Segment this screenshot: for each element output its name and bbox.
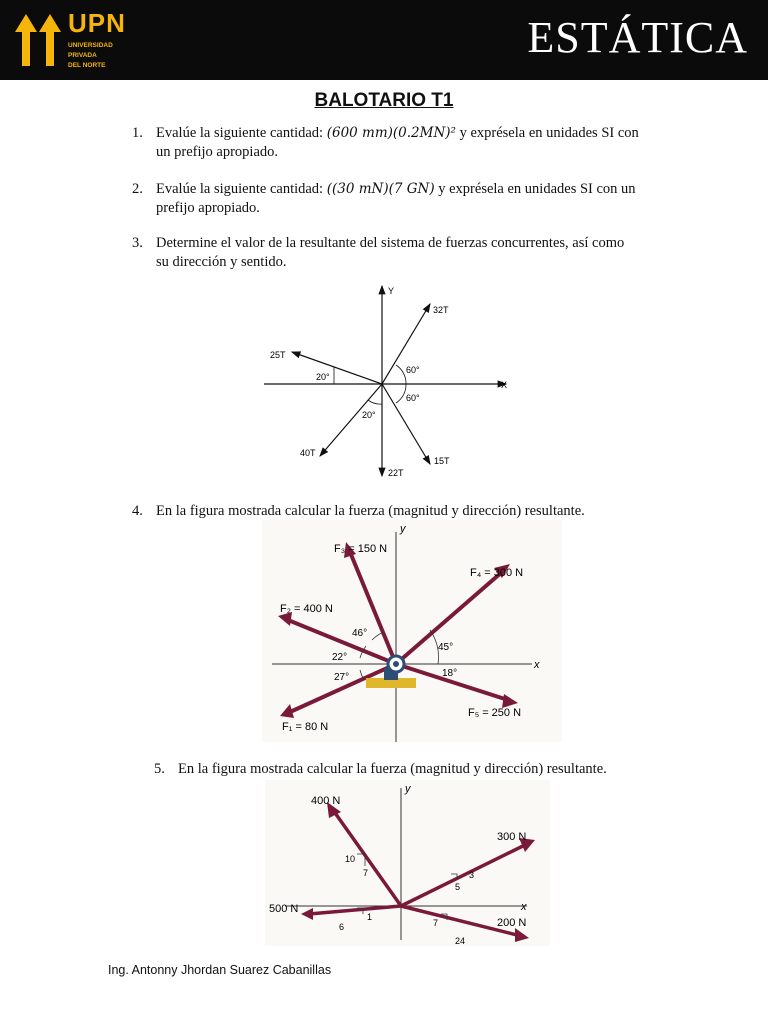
y-axis-label: Y xyxy=(388,286,395,296)
question-text-line2: prefijo apropiado. xyxy=(156,200,260,216)
question-number: 2. xyxy=(132,181,143,197)
question-number: 5. xyxy=(154,761,165,777)
question-text-cont: y exprésela en unidades SI con un xyxy=(434,181,636,197)
question-number: 3. xyxy=(132,235,143,251)
question-text: En la figura mostrada calcular la fuerza (magnitud y dirección) resultante. xyxy=(178,761,607,777)
force-label-200n: 200 N xyxy=(497,917,527,929)
slope-label-1: 1 xyxy=(367,912,373,922)
force-label-32t: 32T xyxy=(433,305,449,315)
logo-subtitle xyxy=(68,41,138,71)
document-header xyxy=(0,0,768,80)
slope-label-6: 6 xyxy=(339,922,345,932)
question-text: Determine el valor de la resultante del sistema de fuerzas concurrentes, así como xyxy=(156,235,625,251)
angle-label-60-lower: 60° xyxy=(406,393,420,403)
force-label-25t: 25T xyxy=(270,350,286,360)
force-label-500n: 500 N xyxy=(269,903,299,915)
logo-line-3: DEL NORTE xyxy=(68,62,106,69)
angle-label-60-upper: 60° xyxy=(406,365,420,375)
document-title: BALOTARIO T1 xyxy=(314,90,454,111)
question-number: 1. xyxy=(132,125,143,141)
math-expression: (600 mm)(0.2MN)² xyxy=(326,125,456,141)
angle-label-46: 46° xyxy=(352,628,368,639)
question-text-cont: y exprésela en unidades SI con xyxy=(455,125,639,141)
slope-label-7b: 7 xyxy=(433,918,439,928)
force-label-f1: F₁ = 80 N xyxy=(282,721,329,733)
force-label-f2: F₂ = 400 N xyxy=(280,603,333,615)
logo-line-2: PRIVADA xyxy=(68,52,97,59)
logo-name: UPN xyxy=(68,8,126,38)
force-label-40t: 40T xyxy=(300,448,316,458)
force-label-f4: F₄ = 300 N xyxy=(470,567,524,579)
x-axis-label: X xyxy=(501,380,508,390)
force-label-15t: 15T xyxy=(434,456,450,466)
angle-label-20-left: 20° xyxy=(316,372,330,382)
logo-line-1: UNIVERSIDAD xyxy=(68,42,113,49)
slope-label-7: 7 xyxy=(363,868,369,878)
question-text: Evalúe la siguiente cantidad: xyxy=(156,125,327,141)
upn-logo-icon xyxy=(12,10,66,68)
figure-four-forces-slopes xyxy=(265,780,550,946)
angle-label-20-lower: 20° xyxy=(362,410,376,420)
angle-label-27: 27° xyxy=(334,672,350,683)
question-number: 4. xyxy=(132,503,143,519)
force-label-300n: 300 N xyxy=(497,831,527,843)
force-label-f5: F₅ = 250 N xyxy=(468,707,522,719)
question-text: En la figura mostrada calcular la fuerza (magnitud y dirección) resultante. xyxy=(156,503,585,519)
angle-label-18: 18° xyxy=(442,668,458,679)
x-axis-label: x xyxy=(521,901,527,913)
course-title: ESTÁTICA xyxy=(527,13,748,62)
angle-label-22: 22° xyxy=(332,652,348,663)
question-text-line2: su dirección y sentido. xyxy=(156,254,287,270)
angle-label-45: 45° xyxy=(438,642,454,653)
slope-label-3: 3 xyxy=(469,870,475,880)
force-label-400n: 400 N xyxy=(311,795,341,807)
force-label-f3: F₃ = 150 N xyxy=(334,543,388,555)
x-axis-label: x xyxy=(534,659,540,671)
figure-five-forces xyxy=(262,520,562,742)
slope-label-5: 5 xyxy=(455,882,461,892)
force-label-22t: 22T xyxy=(388,468,404,478)
y-axis-label: y xyxy=(400,523,406,535)
author-footer: Ing. Antonny Jhordan Suarez Cabanillas xyxy=(108,963,332,977)
figure-concurrent-forces xyxy=(258,280,518,490)
question-text-line2: un prefijo apropiado. xyxy=(156,144,279,160)
math-expression: ((30 mN)(7 GN) xyxy=(326,181,435,197)
slope-label-10: 10 xyxy=(345,854,356,864)
y-axis-label: y xyxy=(405,783,411,795)
slope-label-24: 24 xyxy=(455,936,466,946)
question-text: Evalúe la siguiente cantidad: xyxy=(156,181,327,197)
